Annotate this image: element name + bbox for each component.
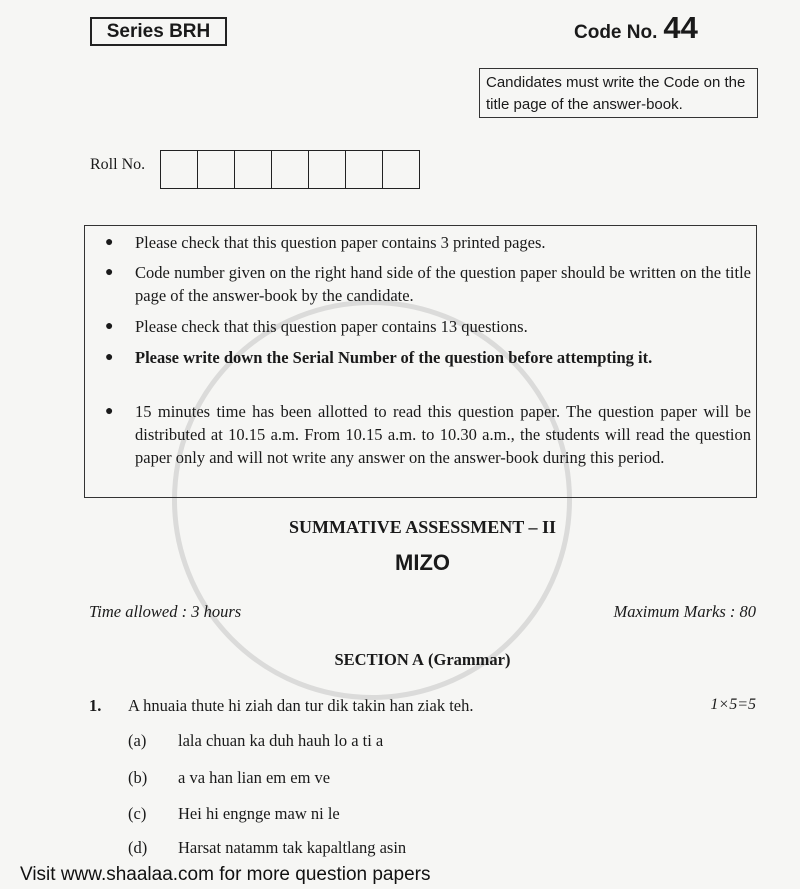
assessment-title: SUMMATIVE ASSESSMENT – II [289,517,556,537]
part-text: a va han lian em em ve [178,768,331,787]
roll-box [346,151,383,188]
question-part [128,768,331,788]
instruction-item [105,315,751,338]
subject-title: MIZO [395,550,450,575]
instruction-item [105,261,751,307]
section-subtitle: (Grammar) [428,650,511,669]
section-title: SECTION A [334,650,424,669]
instruction-text: Please check that this question paper contains 3 printed pages. [135,233,546,252]
part-label: (b) [128,768,148,787]
roll-box [198,151,235,188]
question-part [128,804,340,824]
code-number [574,10,698,46]
question-part [128,838,407,858]
question-part [128,731,384,751]
roll-number-boxes [160,150,420,189]
series-label: Series BRH [90,17,227,46]
part-label: (a) [128,731,147,750]
part-text: Hei hi engnge maw ni le [178,804,340,823]
instruction-item [105,400,751,469]
question-number: 1. [89,696,102,715]
instructions-box [84,225,757,498]
part-label: (d) [128,838,148,857]
maximum-marks: Maximum Marks : 80 [613,602,756,621]
part-text: lala chuan ka duh hauh lo a ti a [178,731,384,750]
section-heading [0,650,800,670]
instruction-item [105,346,751,369]
roll-box [272,151,309,188]
roll-box [309,151,346,188]
question-marks: 1×5=5 [710,696,756,713]
bullet-icon: ● [105,350,114,365]
part-text: Harsat natamm tak kapaltlang asin [178,838,407,857]
instruction-text: Code number given on the right hand side of the question paper should be written on the title page of the answer-book by the candidate. [135,263,751,305]
instruction-text: Please check that this question paper contains 13 questions. [135,317,528,336]
instruction-text: Please write down the Serial Number of the question before attempting it. [135,348,653,367]
bullet-icon: ● [105,235,114,250]
roll-box [383,151,419,188]
roll-box [161,151,198,188]
roll-box [235,151,272,188]
roll-label: Roll No. [90,156,146,173]
time-allowed: Time allowed : 3 hours [89,602,242,621]
footer-link[interactable]: Visit www.shaalaa.com for more question papers [20,864,431,885]
part-label: (c) [128,804,147,823]
code-value: 44 [663,10,698,45]
question-text: A hnuaia thute hi ziah dan tur dik takin han ziak teh. [128,696,474,715]
bullet-icon: ● [105,265,114,280]
bullet-icon: ● [105,404,114,419]
code-label: Code No. [574,22,658,43]
instruction-text: 15 minutes time has been allotted to read this question paper. The question paper will be distributed at 10.15 a.m. From 10.15 a.m. to 10.30 a.m., the students will read the question paper only and will not write any answer on the answer-book during this period. [135,402,751,467]
candidates-note: Candidates must write the Code on the title page of the answer-book. [479,68,758,118]
instruction-item [105,231,751,254]
bullet-icon: ● [105,319,114,334]
